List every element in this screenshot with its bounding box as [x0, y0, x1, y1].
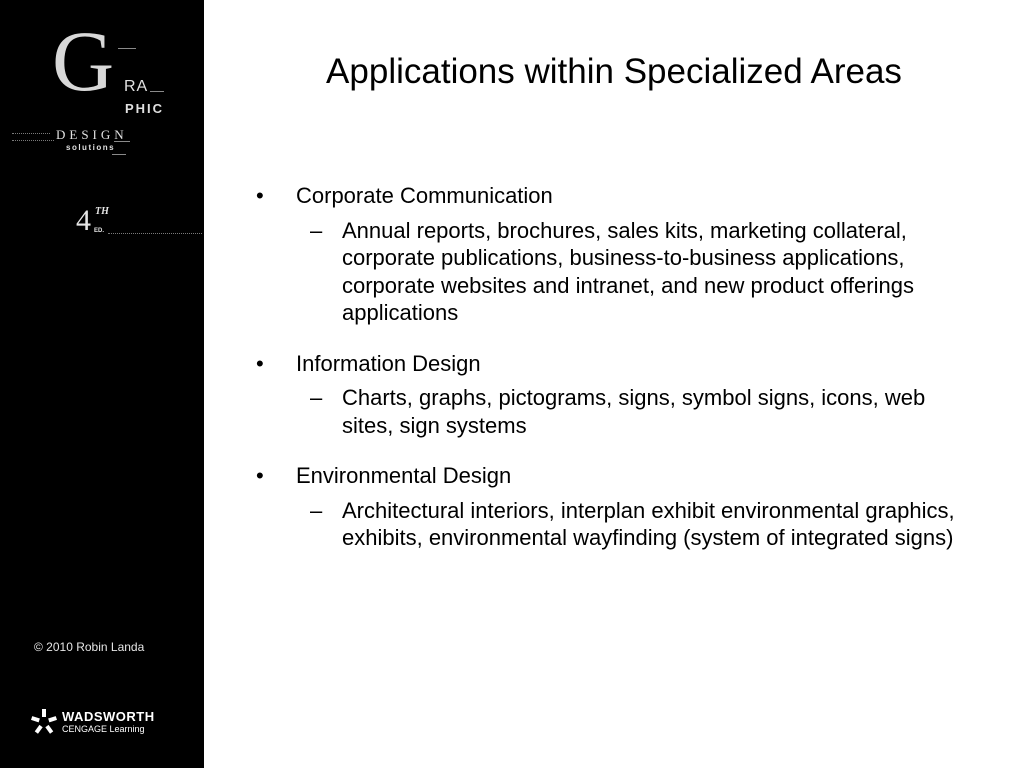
dash-icon: – — [310, 217, 323, 243]
copyright-notice: © 2010 Robin Landa — [34, 640, 145, 654]
dash-icon: – — [310, 497, 323, 523]
bullet-icon: • — [256, 183, 264, 208]
sub-bullet-text: Annual reports, brochures, sales kits, marketing collateral, corporate publications, business-to-business applications, corporate websites and intranet, and new product offerings applications — [342, 217, 914, 325]
sub-bullet — [256, 384, 962, 439]
edition-dotted-rule — [108, 233, 202, 234]
sub-bullet-text: Charts, graphs, pictograms, signs, symbol signs, icons, web sites, sign systems — [342, 385, 926, 438]
slide-title: Applications within Specialized Areas — [326, 52, 902, 91]
logo-text-ra: RA — [124, 78, 149, 95]
slide-content — [256, 182, 976, 575]
bullet-text: Environmental Design — [296, 463, 512, 488]
logo-dotted-rule — [12, 133, 50, 134]
bullet-point — [256, 462, 976, 490]
logo-rule — [114, 141, 130, 142]
bullet-point — [256, 350, 976, 378]
publisher-name: WADSWORTH — [62, 709, 155, 724]
bullet-text: Information Design — [296, 350, 481, 376]
logo-rule — [112, 154, 126, 155]
logo-text-design: DESIGN — [56, 127, 128, 142]
logo-rule — [118, 48, 136, 49]
cengage-star-icon — [30, 708, 58, 736]
logo-dotted-rule — [12, 140, 54, 141]
sidebar — [0, 0, 204, 768]
edition-number: 4 — [76, 204, 91, 237]
sub-bullet-text: Architectural interiors, interplan exhibit environmental graphics, exhibits, environmental wayfinding (system of integrated signs) — [342, 497, 955, 550]
publisher-logo — [30, 706, 176, 740]
logo-text-phic: PHIC — [125, 101, 165, 116]
bullet-text: Corporate Communication — [296, 183, 553, 208]
edition-suffix: TH — [95, 206, 109, 217]
dash-icon: – — [310, 385, 323, 410]
list-item — [256, 462, 976, 552]
sub-bullet — [256, 497, 962, 552]
publisher-subtitle: CENGAGE Learning — [62, 724, 145, 734]
logo-rule — [150, 91, 164, 92]
list-item — [256, 182, 976, 327]
bullet-icon: • — [256, 350, 264, 376]
bullet-point — [256, 182, 976, 210]
logo-text-solutions: solutions — [66, 143, 116, 152]
logo-letter-g: G — [52, 13, 115, 109]
list-item — [256, 350, 976, 440]
sub-bullet — [256, 217, 962, 327]
bullet-icon: • — [256, 463, 264, 488]
edition-ed-label: ED. — [94, 228, 105, 234]
